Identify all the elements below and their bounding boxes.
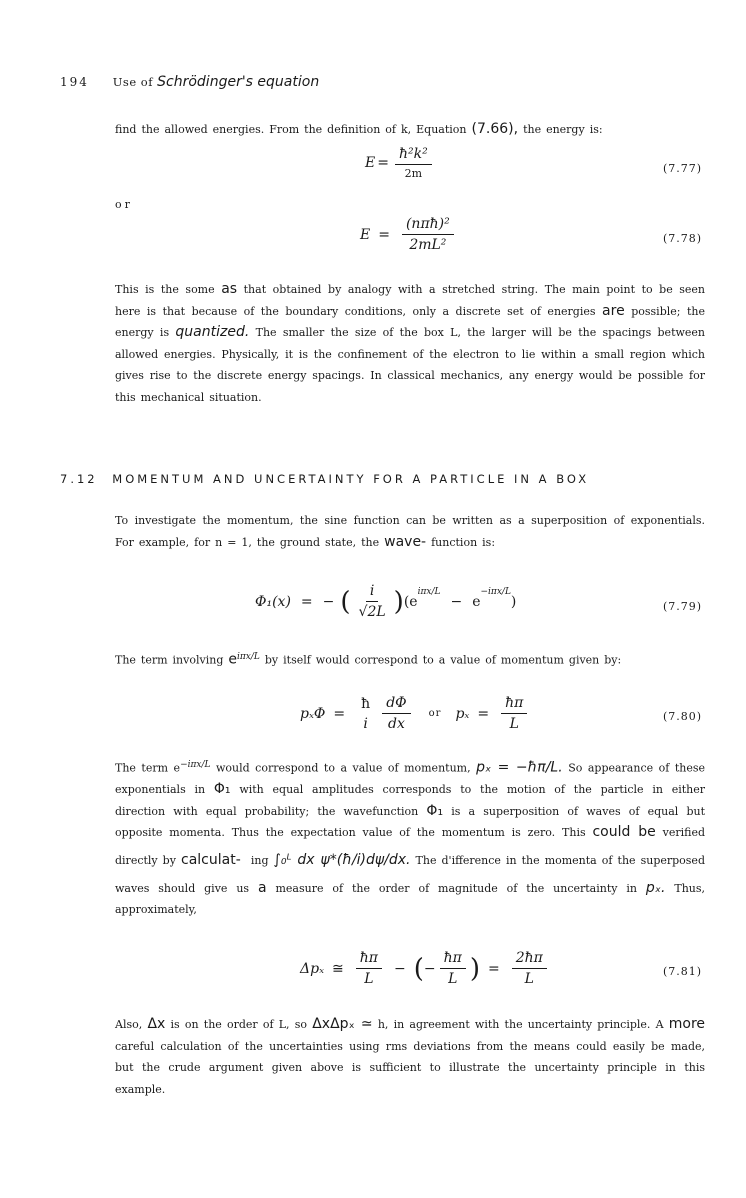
paragraph-expectation: The term $e^{-i\pi x/L}$ would correspond to a value of momentum, pₓ = −ħπ/L. So appearance of these exponentials in Φ₁ with equal amplitudes corresponds to the motion of the particle in either direction with equal probability; the wavefunction Φ₁ is a superposition of waves of equal but opposite momenta. Thus the expectation value of the momentum is zero. This could be verified directly by calculat- ing ∫₀ᴸ dx ψ*(ħ/i)dψ/dx. The d'ifference in the momenta of the superposed waves should give us a measure of the order of magnitude of the uncertainty in pₓ. Thus, approximately, bbox=[115, 759, 706, 917]
integral-expression: ∫₀ᴸ dx ψ*(ħ/i)dψ/dx. bbox=[273, 851, 411, 868]
equation-ref: (7.66), bbox=[471, 121, 519, 137]
equation-number-7-79: (7.79) bbox=[663, 600, 703, 613]
equation-number-7-80: (7.80) bbox=[663, 710, 703, 723]
equation-7-77: E = $\frac{\text{ħ²k²}}{2m}$ bbox=[365, 146, 436, 180]
paragraph-superposition: To investigate the momentum, the sine function can be written as a superposition of exponentials. For example, for n = 1, the ground state, the wave- function is: bbox=[115, 514, 705, 550]
section-number: 7.12 bbox=[60, 472, 98, 486]
equation-7-81: Δpₓ ≅ $\frac{ħ\pi}{L}$ − ( − $\frac{ħ\pi}{L}$ ) = $\frac{2ħ\pi}{L}$ bbox=[300, 950, 551, 987]
equation-7-78: E = $\frac{\text{(nπħ)²}}{\text{2mL²}}$ bbox=[360, 216, 458, 253]
paragraph-intro: find the allowed energies. From the definition of k, Equation (7.66), the energy is: bbox=[115, 121, 603, 137]
equation-number-7-77: (7.77) bbox=[663, 162, 703, 175]
quantized-term: quantized. bbox=[175, 324, 250, 340]
running-title-italic: Schrödinger's equation bbox=[157, 74, 320, 90]
equation-7-80: pₓΦ = ħ i $\frac{d\Phi}{dx}$ or pₓ = $\frac{ħ\pi}{L}$ bbox=[300, 695, 531, 732]
equation-number-7-81: (7.81) bbox=[663, 965, 703, 978]
page-number: 194 bbox=[60, 75, 89, 89]
section-heading bbox=[60, 472, 589, 486]
equation-7-79: Φ₁(x) = − ( $\frac{i}{√2L}$ ) (e $^{i\pi x/L}$ − e $^{-i\pi x/L}$ ) bbox=[255, 583, 517, 620]
paragraph-uncertainty: Also, Δx is on the order of L, so ΔxΔpₓ ≃ h, in agreement with the uncertainty principle. A more careful calculation of the uncertainties using rms deviations from the means could easily be made, but the crude argument given above is sufficient to illustrate the uncertainty principle in this example. bbox=[115, 1016, 706, 1096]
running-header bbox=[60, 74, 319, 90]
running-title: Use of Schrödinger's equation bbox=[112, 74, 320, 90]
or-text: or bbox=[115, 198, 133, 211]
section-title: MOMENTUM AND UNCERTAINTY FOR A PARTICLE IN A BOX bbox=[112, 472, 590, 486]
paragraph-quantization: This is the some as that obtained by analogy with a stretched string. The main point to be seen here is that because of the boundary conditions, only a discrete set of energies are possible; the energy is quantized. The smaller the size of the box L, the larger will be the spacings between allowed energies. Physically, it is the confinement of the electron to lie within a small region which gives rise to the discrete energy spacings. In classical mechanics, any energy would be possible for this mechanical situation. bbox=[115, 281, 706, 404]
equation-number-7-78: (7.78) bbox=[663, 232, 703, 245]
paragraph-term-involving: The term involving $e^{i\pi x/L}$ by itself would correspond to a value of momentum given by: bbox=[115, 651, 622, 668]
